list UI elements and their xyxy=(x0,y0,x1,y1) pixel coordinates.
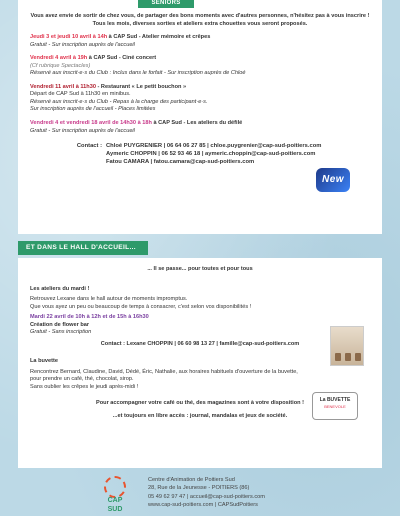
seniors-panel xyxy=(18,0,382,234)
event-1: Jeudi 3 et jeudi 10 avril à 14h à CAP Sud - Atelier mémoire et crêpes Gratuit - Sur inscription auprès de l'accueil xyxy=(30,34,211,48)
contact-fatou: Fatou CAMARA | fatou.camara@cap-sud-poitiers.com xyxy=(106,158,255,165)
libre-acces-note: ...et toujours en libre accès : journal, mandalas et jeux de société. xyxy=(112,413,288,420)
hall-panel xyxy=(18,258,382,468)
footer-address: Centre d'Animation de Poitiers Sud 28, Rue de la Jeunesse - POITIERS (86) 05 49 62 97 47 | accueil@cap-sud-poitiers.com www.cap-sud-poitiers.com | CAPSudPoitiers xyxy=(148,477,265,509)
flower-bar-image xyxy=(330,326,364,366)
buvette-logo-icon: La BUVETTE BENEVOLE xyxy=(312,392,358,420)
seniors-intro-1: Vous avez envie de sortir de chez vous, de partager des bons moments avec d'autres personnes, n'hésitez pas à vous inscrire ! xyxy=(30,13,370,19)
event-4: Vendredi 4 et vendredi 18 avril de 14h30 à 18h à CAP Sud - Les ateliers du défilé Gratuit - Sur inscription auprès de l'accueil xyxy=(30,120,243,134)
hall-tagline: ... Il se passe... pour toutes et pour tous xyxy=(147,266,253,272)
hall-banner: ET DANS LE HALL D'ACCUEIL... xyxy=(18,241,148,255)
cap-sud-logo-icon: CAP SUD xyxy=(100,476,130,510)
contact-aymeric: Aymeric CHOPPIN | 06 52 93 46 18 | aymeric.choppin@cap-sud-poitiers.com xyxy=(106,150,316,157)
event-3: Vendredi 11 avril à 11h30 - Restaurant « Le petit bouchon » Départ de CAP Sud à 11h30 en minibus. Réservé aux inscrit·e·s du Club - Repas à la charge des participant·e·s. Sur inscription auprès de l'accueil - Places limitées xyxy=(30,83,208,113)
footer xyxy=(18,470,382,516)
event-2: Vendredi 4 avril à 19h à CAP Sud - Ciné concert (Cf rubrique Spectacles) Réservé aux inscrit·e·s du Club : Inclus dans le forfait - Sur inscription auprès de Chloé xyxy=(30,55,246,77)
magazines-note: Pour accompagner votre café ou thé, des magazines sont à votre disposition ! xyxy=(96,399,304,406)
mardi-title: Les ateliers du mardi ! xyxy=(30,285,90,292)
contact-chloe: Chloé PUYGRENIER | 06 64 06 27 85 | chloe.puygrenier@cap-sud-poitiers.com xyxy=(106,143,322,150)
seniors-intro-2: Tous les mois, diverses sorties et ateliers extra chouettes vous seront proposés. xyxy=(92,20,308,27)
new-badge-icon: New xyxy=(316,168,350,192)
seniors-tab: SENIORS xyxy=(138,0,194,8)
buvette-block: La buvette Rencontrez Bernard, Claudine, David, Dédé, Éric, Nathalie, aux horaires habituels d'ouverture de la buvette, pour prendre un café, thé, chocolat, sirop. Sans oublier les crêpes le jeudi après-midi ! xyxy=(30,358,370,391)
mardi-contact: Contact : Lexane CHOPPIN | 06 60 98 13 27 | famille@cap-sud-poitiers.com xyxy=(100,340,300,347)
buvette-title: La buvette xyxy=(30,358,58,365)
mardi-block: Les ateliers du mardi ! Retrouvez Lexane dans le hall autour de moments impromptus. Que vous ayez un peu ou beaucoup de temps à consacrer, c'est selon vos disponibilités ! Mardi 22 avril de 10h à 12h et de 15h à 16h30 Création de flower bar Gratuit - Sans inscription Contact : Lexane CHOPPIN | 06 60 98 13 27 | famille@cap-sud-poitiers.com xyxy=(30,286,370,349)
contacts-label: Contact : xyxy=(76,143,102,150)
seniors-contacts xyxy=(30,143,370,166)
